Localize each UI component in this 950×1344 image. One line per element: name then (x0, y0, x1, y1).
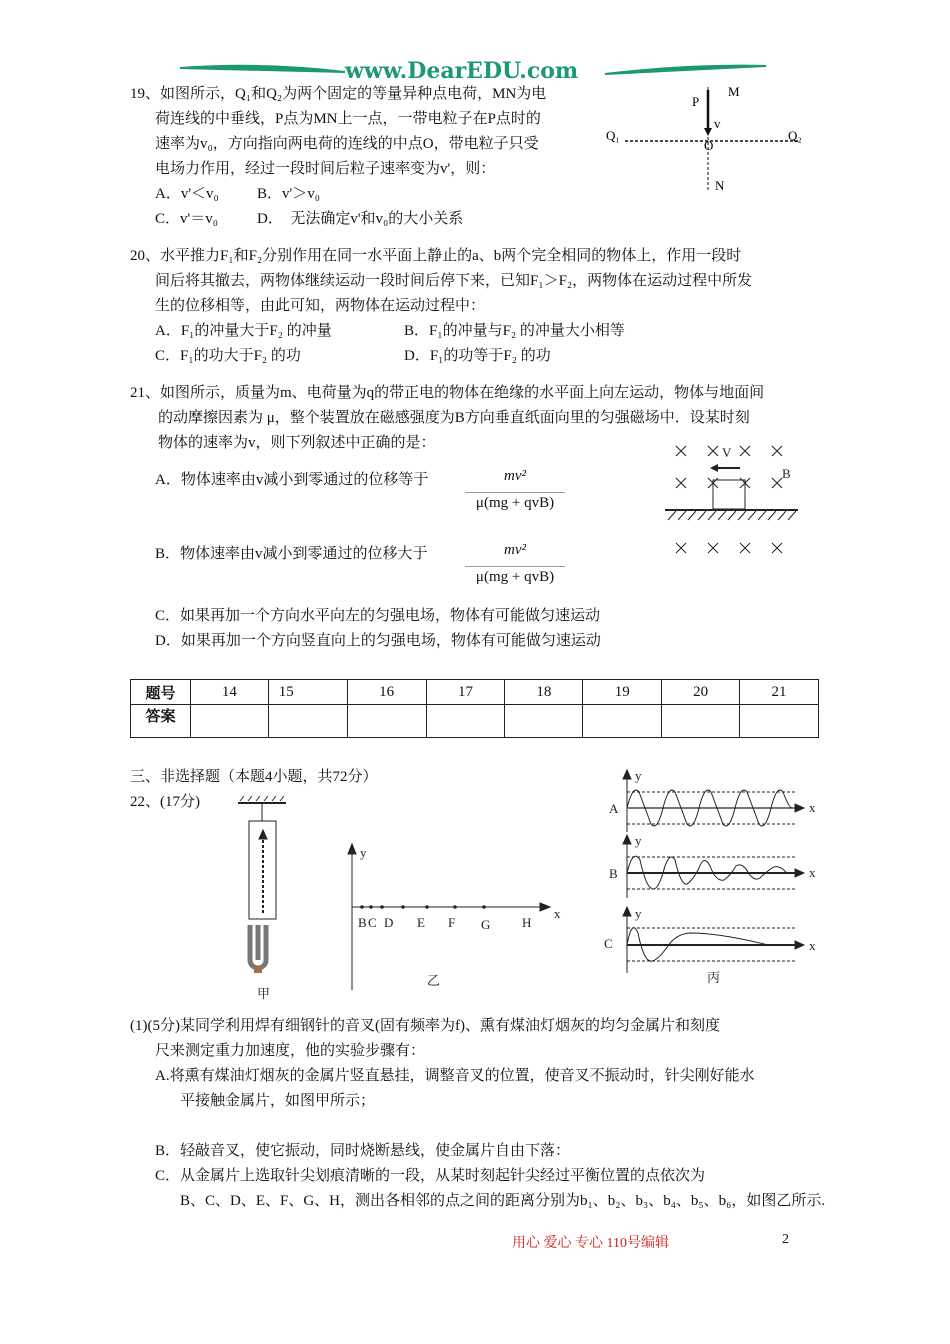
label-o: O (704, 138, 714, 153)
q19-line: 速率为v₀，方向指向两电荷的连线的中点O，带电粒子只受 (155, 136, 539, 152)
answer-cell[interactable] (268, 705, 347, 738)
axis-label-x: x (809, 865, 816, 880)
q22-line: B、C、D、E、F、G、H，测出各相邻的点之间的距离分别为b₁、b₂、b₃、b₄、b₅、b₆，如图乙所示. (180, 1193, 826, 1209)
q20-line: 20、水平推力F₁和F₂分别作用在同一水平面上静止的a、b两个完全相同的物体上，作用一段时 (130, 248, 742, 264)
q20-line: 间后将其撤去，两物体继续运动一段时间后停下来，已知F₁＞F₂，两物体在运动过程中所发 (155, 273, 753, 289)
q19-line: 荷连线的中垂线，P点为MN上一点，一带电粒子在P点时的 (155, 111, 541, 127)
q19-option-a: A．v'＜v₀ (155, 186, 219, 202)
q19-line: 19、如图所示，Q₁和Q₂为两个固定的等量异种点电荷，MN为电 (130, 86, 547, 102)
point-label: C (368, 915, 377, 930)
table-header-cell: 14 (190, 680, 268, 705)
section-title: 三、非选择题（本题4小题，共72分） (130, 769, 378, 785)
q21-option-b: B．物体速率由v减小到零通过的位移大于 (155, 546, 428, 562)
label-n: N (715, 178, 725, 193)
axis-label-y: y (635, 906, 642, 921)
fraction-denominator: μ(mg + qvB) (475, 495, 555, 511)
point-label: F (448, 915, 456, 930)
fraction-denominator: μ(mg + qvB) (475, 569, 555, 585)
fraction-b (465, 542, 565, 586)
label-v: V (722, 445, 732, 460)
site-logo: www.DearEDU.com (345, 58, 579, 84)
answer-cell[interactable] (583, 705, 662, 738)
q19-option-d: D． 无法确定v'和v₀的大小关系 (257, 211, 464, 227)
table-header-row (131, 680, 819, 705)
table-header-cell: 15 (268, 680, 347, 705)
panel-label-c: C (604, 936, 613, 951)
q22-line: 尺来测定重力加速度，他的实验步骤有： (155, 1043, 426, 1059)
table-answer-row (131, 705, 819, 738)
q21-line: 的动摩擦因素为 μ，整个装置放在磁感强度为B方向垂直纸面向里的匀强磁场中．设某时刻 (158, 410, 750, 426)
table-header-cell: 19 (583, 680, 662, 705)
axis-label-x: x (809, 800, 816, 815)
table-header-cell: 18 (505, 680, 583, 705)
q22-heading: 22、(17分) (130, 794, 200, 810)
fraction-numerator: mv² (465, 542, 565, 567)
caption-bing: 丙 (707, 970, 721, 985)
q22-line: 平接触金属片，如图甲所示； (180, 1093, 376, 1109)
point-label: H (522, 915, 532, 930)
answer-cell[interactable] (740, 705, 819, 738)
point-label: B (358, 915, 367, 930)
q22-line: (1)(5分)某同学利用焊有细钢针的音叉(固有频率为f)、熏有煤油灯烟灰的均匀金属片和刻度 (130, 1018, 720, 1034)
table-header-cell: 16 (347, 680, 426, 705)
label-q2: Q₂ (788, 128, 802, 143)
q19-option-c: C．v'＝v₀ (155, 211, 218, 227)
q21-option-c: C．如果再加一个方向水平向左的匀强电场，物体有可能做匀速运动 (155, 608, 601, 624)
q22-step-c: C．从金属片上选取针尖划痕清晰的一段，从某时刻起针尖经过平衡位置的点依次为 (155, 1168, 706, 1184)
figure-yi (340, 840, 575, 990)
caption-jia: 甲 (257, 986, 271, 1001)
point-label: G (481, 917, 491, 932)
q20-option-d: D．F₁的功等于F₂ 的功 (404, 348, 551, 364)
answer-table (130, 679, 819, 738)
fraction-a (465, 468, 565, 512)
logo-swoosh-right (0, 0, 1, 1)
table-header-cell: 20 (662, 680, 740, 705)
q20-option-a: A．F₁的冲量大于F₂ 的冲量 (155, 323, 332, 339)
panel-label-a: A (609, 801, 619, 816)
q22-step-a: A.将熏有煤油灯烟灰的金属片竖直悬挂，调整音叉的位置，使音叉不振动时，针尖刚好能水 (155, 1068, 755, 1084)
label-q1: Q₁ (606, 128, 620, 143)
axis-label-y: y (360, 845, 367, 860)
panel-label-b: B (609, 866, 618, 881)
axis-label-y: y (635, 768, 642, 783)
q19-line: 电场力作用，经过一段时间后粒子速率变为v'，则： (155, 161, 496, 177)
page-number: 2 (782, 1232, 789, 1247)
axis-label-y: y (635, 833, 642, 848)
answer-cell[interactable] (505, 705, 583, 738)
label-v: v (714, 116, 721, 131)
q20-line: 生的位移相等，由此可知，两物体在运动过程中： (155, 298, 486, 314)
label-m: M (728, 84, 740, 99)
answer-cell[interactable] (190, 705, 268, 738)
table-header-cell: 21 (740, 680, 819, 705)
axis-label-x: x (809, 938, 816, 953)
table-answer-label: 答案 (131, 705, 191, 738)
q22-step-b: B．轻敲音叉，使它振动，同时烧断悬线，使金属片自由下落： (155, 1143, 571, 1159)
label-b: B (782, 466, 791, 481)
q21-line: 物体的速率为v，则下列叙述中正确的是： (158, 435, 436, 451)
answer-cell[interactable] (347, 705, 426, 738)
caption-yi: 乙 (427, 973, 441, 988)
q21-figure (660, 440, 805, 565)
answer-cell[interactable] (662, 705, 740, 738)
axis-label-x: x (554, 906, 561, 921)
wave-panel-a (609, 768, 816, 832)
q19-option-b: B．v'＞v₀ (257, 186, 320, 202)
q20-option-c: C．F₁的功大于F₂ 的功 (155, 348, 301, 364)
wave-panel-c (604, 906, 816, 985)
point-label: D (384, 915, 394, 930)
table-header-label: 题号 (131, 680, 191, 705)
q21-option-a: A．物体速率由v减小到零通过的位移等于 (155, 472, 429, 488)
q21-option-d: D．如果再加一个方向竖直向上的匀强电场，物体有可能做匀速运动 (155, 633, 601, 649)
footer-text: 用心 爱心 专心 110号编辑 (512, 1236, 669, 1251)
table-header-cell: 17 (426, 680, 505, 705)
q21-line: 21、如图所示，质量为m、电荷量为q的带正电的物体在绝缘的水平面上向左运动，物体与地面间 (130, 385, 765, 401)
figure-jia (230, 795, 300, 1005)
point-label: E (417, 915, 425, 930)
label-p: P (692, 94, 700, 109)
fraction-numerator: mv² (465, 468, 565, 493)
q19-figure (600, 82, 815, 197)
q20-option-b: B．F₁的冲量与F₂ 的冲量大小相等 (404, 323, 625, 339)
figure-bing (600, 768, 825, 988)
wave-panel-b (609, 833, 816, 898)
answer-cell[interactable] (426, 705, 505, 738)
